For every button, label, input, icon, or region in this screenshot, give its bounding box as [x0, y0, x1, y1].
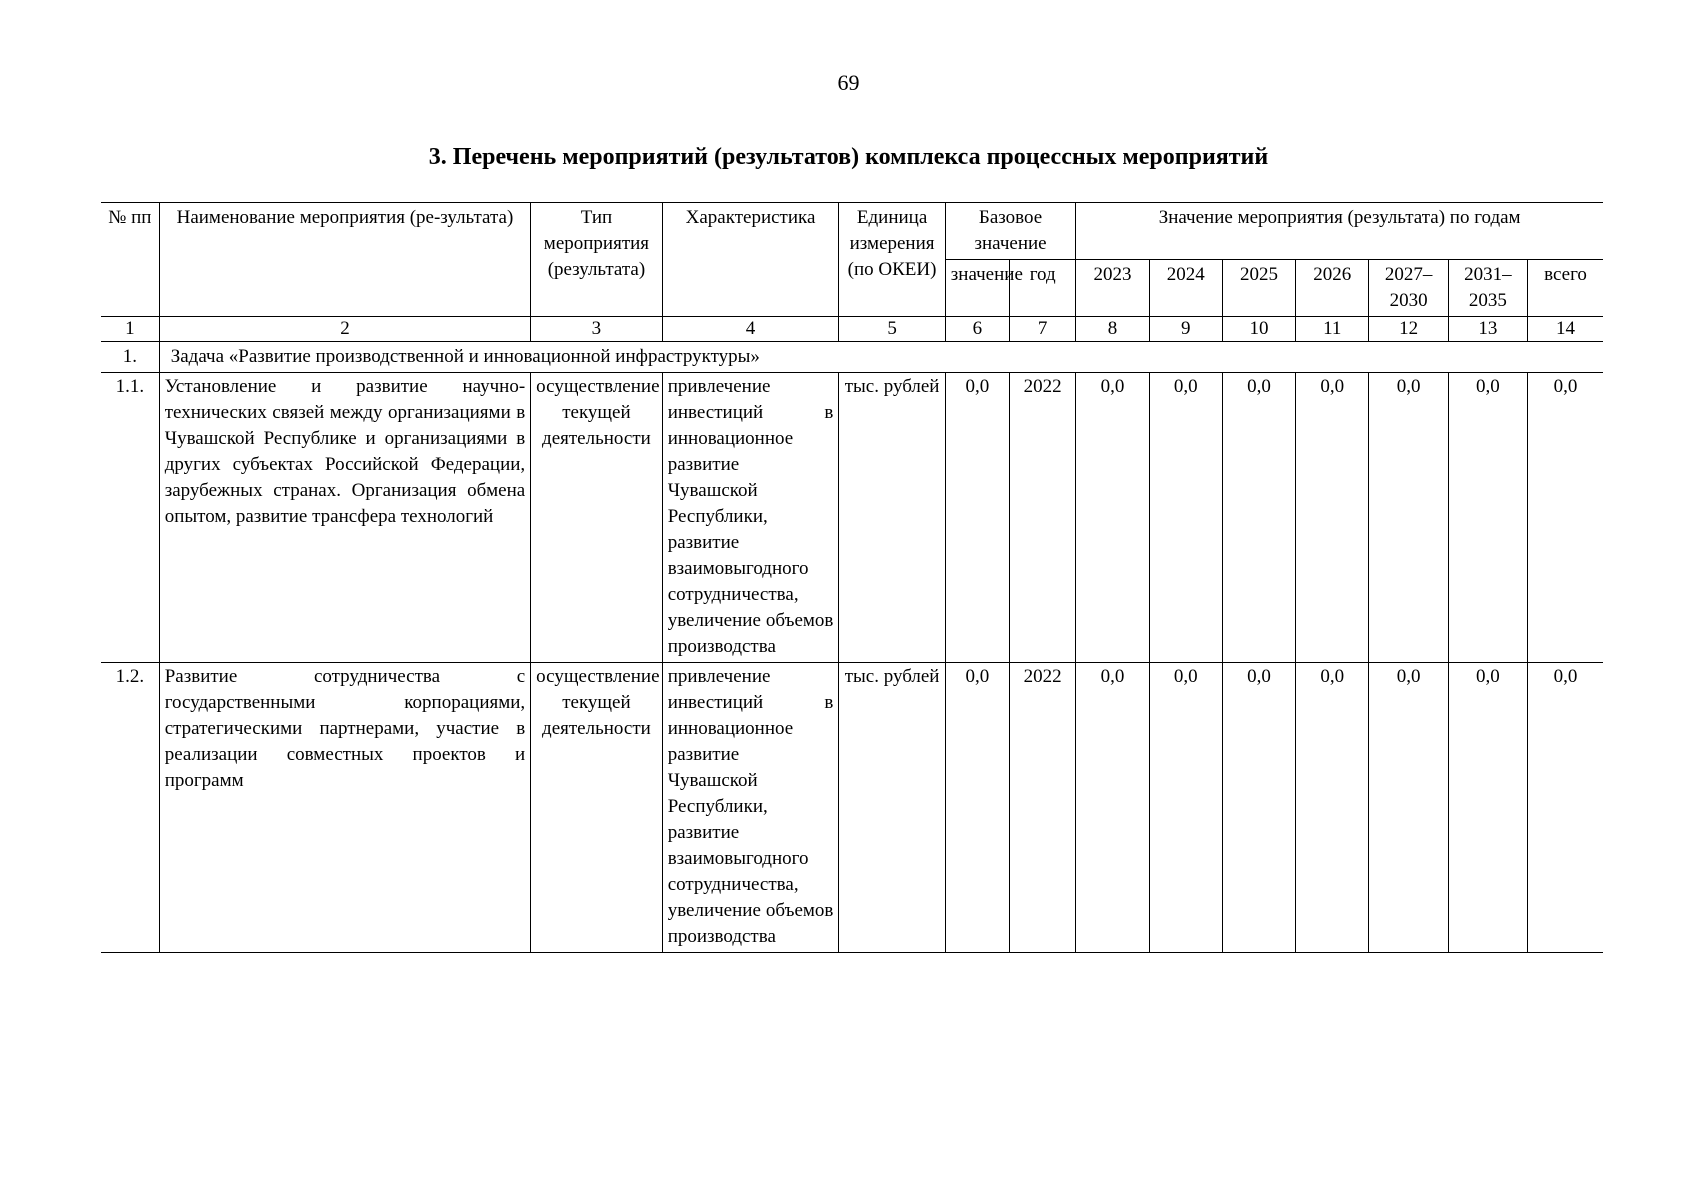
- value-2026: 0,0: [1296, 373, 1369, 663]
- measure-characteristic: привлечение инвестиций в инновационное развитие Чувашской Республики, развитие взаимовыгодного сотрудничества, увеличение объемов производства: [662, 373, 839, 663]
- measure-characteristic: привлечение инвестиций в инновационное развитие Чувашской Республики, развитие взаимовыгодного сотрудничества, увеличение объемов производства: [662, 663, 839, 953]
- measure-name: Установление и развитие научно-технических связей между организациями в Чувашской Республике и организациями в других субъектах Российской Федерации, зарубежных странах. Организация обмена опытом, развитие трансфера технологий: [159, 373, 530, 663]
- column-number: 10: [1222, 317, 1295, 342]
- header-2023: 2023: [1076, 260, 1149, 317]
- measure-name: Развитие сотрудничества с государственными корпорациями, стратегическими партнерами, участие в реализации совместных проектов и программ: [159, 663, 530, 953]
- measure-unit: тыс. рублей: [839, 373, 945, 663]
- value-total: 0,0: [1528, 663, 1603, 953]
- column-number: 2: [159, 317, 530, 342]
- header-2025: 2025: [1222, 260, 1295, 317]
- header-2026: 2026: [1296, 260, 1369, 317]
- value-2025: 0,0: [1222, 663, 1295, 953]
- column-number: 3: [531, 317, 663, 342]
- value-2023: 0,0: [1076, 373, 1149, 663]
- table-row: [101, 373, 1603, 663]
- column-number: 7: [1010, 317, 1076, 342]
- measure-type: осуществление текущей деятельности: [531, 373, 663, 663]
- header-2031-2035: 2031–2035: [1448, 260, 1527, 317]
- header-2024: 2024: [1149, 260, 1222, 317]
- base-value: 0,0: [945, 373, 1009, 663]
- header-unit: Единица измерения (по ОКЕИ): [839, 203, 945, 317]
- header-total: всего: [1528, 260, 1603, 317]
- value-2031-2035: 0,0: [1448, 663, 1527, 953]
- column-number: 5: [839, 317, 945, 342]
- header-characteristic: Характеристика: [662, 203, 839, 317]
- column-number: 1: [101, 317, 159, 342]
- column-number: 9: [1149, 317, 1222, 342]
- column-number: 6: [945, 317, 1009, 342]
- header-pp: № пп: [101, 203, 159, 317]
- measures-table: [101, 202, 1603, 953]
- table-row: [101, 663, 1603, 953]
- page-title: 3. Перечень мероприятий (результатов) комплекса процессных мероприятий: [428, 144, 1269, 170]
- base-value: 0,0: [945, 663, 1009, 953]
- value-2027-2030: 0,0: [1369, 663, 1448, 953]
- task-row: [101, 342, 1603, 373]
- column-number: 13: [1448, 317, 1527, 342]
- value-total: 0,0: [1528, 373, 1603, 663]
- header-type: Тип мероприятия (результата): [531, 203, 663, 317]
- header-base: Базовое значение: [945, 203, 1076, 260]
- value-2031-2035: 0,0: [1448, 373, 1527, 663]
- measure-type: осуществление текущей деятельности: [531, 663, 663, 953]
- header-name: Наименование мероприятия (ре-зультата): [159, 203, 530, 317]
- header-base-value: значение: [945, 260, 1009, 317]
- column-number: 8: [1076, 317, 1149, 342]
- value-2023: 0,0: [1076, 663, 1149, 953]
- column-number: 11: [1296, 317, 1369, 342]
- base-year: 2022: [1010, 373, 1076, 663]
- row-number: 1.2.: [101, 663, 159, 953]
- column-number: 4: [662, 317, 839, 342]
- measure-unit: тыс. рублей: [839, 663, 945, 953]
- task-number: 1.: [101, 342, 159, 373]
- value-2026: 0,0: [1296, 663, 1369, 953]
- column-numbers-row: [101, 317, 1603, 342]
- header-row-1: [101, 203, 1603, 260]
- base-year: 2022: [1010, 663, 1076, 953]
- value-2024: 0,0: [1149, 373, 1222, 663]
- task-text: Задача «Развитие производственной и инновационной инфраструктуры»: [159, 342, 1603, 373]
- header-base-year: год: [1010, 260, 1076, 317]
- header-values-by-year: Значение мероприятия (результата) по годам: [1076, 203, 1603, 260]
- header-2027-2030: 2027–2030: [1369, 260, 1448, 317]
- page-number: 69: [837, 70, 860, 95]
- row-number: 1.1.: [101, 373, 159, 663]
- column-number: 14: [1528, 317, 1603, 342]
- value-2024: 0,0: [1149, 663, 1222, 953]
- column-number: 12: [1369, 317, 1448, 342]
- value-2025: 0,0: [1222, 373, 1295, 663]
- value-2027-2030: 0,0: [1369, 373, 1448, 663]
